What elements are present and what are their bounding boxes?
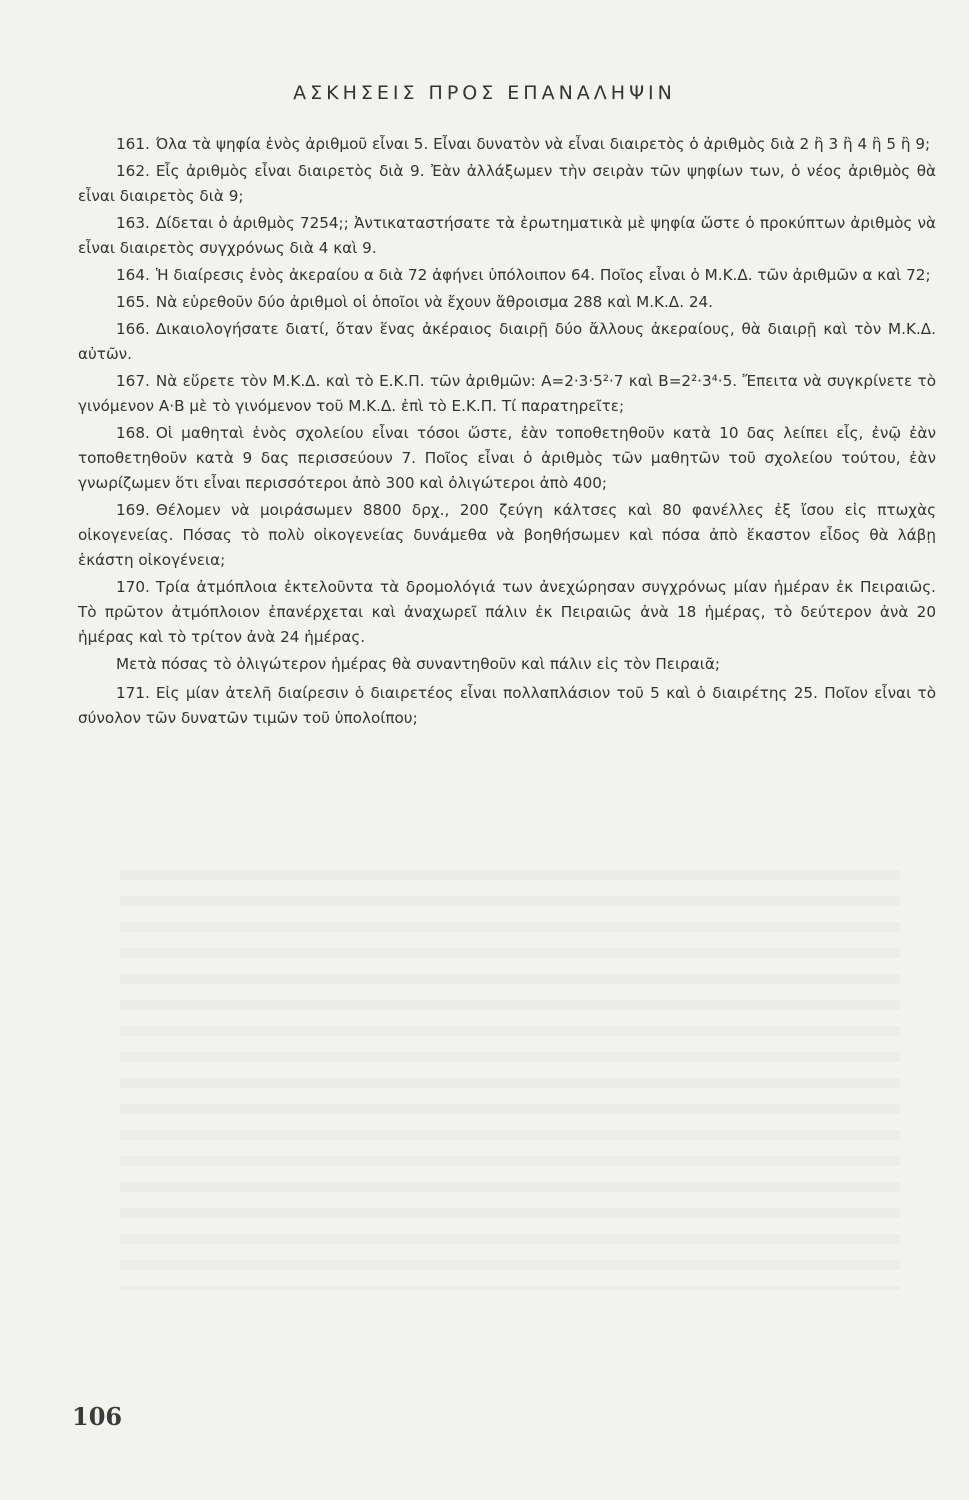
exercise-text: Όλα τὰ ψηφία ἑνὸς ἀριθμοῦ εἶναι 5. Εἶναι δυνατὸν νὰ εἶναι διαιρετὸς ὁ ἀριθμὸς διὰ 2 ἢ 3 ἢ 4 ἢ 5 ἢ 9; (155, 135, 931, 153)
exercise-170-question: Μετὰ πόσας τὸ ὀλιγώτερον ἡμέρας θὰ συναντηθοῦν καὶ πάλιν εἰς τὸν Πειραιᾶ; (116, 655, 721, 673)
exercise-number: 169. (116, 501, 150, 519)
exercise-number: 166. (116, 320, 150, 338)
exercise-170 (78, 575, 936, 650)
exercise-number: 161. (116, 135, 150, 153)
page-number: 106 (72, 1402, 123, 1431)
exercise-164 (78, 263, 936, 288)
exercise-number: 162. (116, 162, 150, 180)
exercise-text: Θέλομεν νὰ μοιράσωμεν 8800 δρχ., 200 ζεύγη κάλτσες καὶ 80 φανέλλες ἐξ ἴσου εἰς πτωχὰς οἰκογενείας. Πόσας τὸ πολὺ οἰκογενείας δυνάμεθα νὰ βοηθήσωμεν καὶ πόσα ἀπὸ ἕκαστον εἶδος θὰ λάβῃ ἑκάστη οἰκογένεια; (78, 501, 936, 569)
exercise-167 (78, 369, 936, 419)
exercise-171 (78, 681, 936, 731)
exercise-169 (78, 498, 936, 573)
exercise-number: 163. (116, 214, 150, 232)
exercise-166 (78, 317, 936, 367)
exercise-168 (78, 421, 936, 496)
exercise-text: Νὰ εὕρετε τὸν Μ.Κ.Δ. καὶ τὸ Ε.Κ.Π. τῶν ἀριθμῶν: Α=2·3·5²·7 καὶ Β=2²·3⁴·5. Ἔπειτα νὰ συγκρίνετε τὸ γινόμενον Α·Β μὲ τὸ γινόμενον τοῦ Μ.Κ.Δ. ἐπὶ τὸ Ε.Κ.Π. Τί παρατηρεῖτε; (78, 372, 936, 415)
exercise-list (78, 132, 936, 733)
exercise-text: Νὰ εὑρεθοῦν δύο ἀριθμοὶ οἱ ὁποῖοι νὰ ἔχουν ἄθροισμα 288 καὶ Μ.Κ.Δ. 24. (155, 293, 714, 311)
exercise-text: Δικαιολογήσατε διατί, ὅταν ἕνας ἀκέραιος διαιρῇ δύο ἄλλους ἀκεραίους, θὰ διαιρῇ καὶ τὸν Μ.Κ.Δ. αὐτῶν. (78, 320, 936, 363)
exercise-161 (78, 132, 936, 157)
exercise-number: 165. (116, 293, 150, 311)
exercise-text: Δίδεται ὁ ἀριθμὸς 7254;; Ἀντικαταστήσατε τὰ ἐρωτηματικὰ μὲ ψηφία ὥστε ὁ προκύπτων ἀριθμὸς νὰ εἶναι διαιρετὸς συγχρόνως διὰ 4 καὶ 9. (78, 214, 936, 257)
bleed-through-texture (120, 870, 900, 1290)
exercise-text: Εἷς ἀριθμὸς εἶναι διαιρετὸς διὰ 9. Ἐὰν ἀλλάξωμεν τὴν σειρὰν τῶν ψηφίων των, ὁ νέος ἀριθμὸς θὰ εἶναι διαιρετὸς διὰ 9; (78, 162, 936, 205)
exercise-163 (78, 211, 936, 261)
exercise-text: Εἰς μίαν ἀτελῆ διαίρεσιν ὁ διαιρετέος εἶναι πολλαπλάσιον τοῦ 5 καὶ ὁ διαιρέτης 25. Ποῖον εἶναι τὸ σύνολον τῶν δυνατῶν τιμῶν τοῦ ὑπολοίπου; (78, 684, 936, 727)
exercise-number: 164. (116, 266, 150, 284)
exercise-number: 171. (116, 684, 150, 702)
exercise-number: 167. (116, 372, 150, 390)
exercise-text: Οἱ μαθηταὶ ἑνὸς σχολείου εἶναι τόσοι ὥστε, ἐὰν τοποθετηθοῦν κατὰ 10 δας λείπει εἷς, ἐνῷ ἐὰν τοποθετηθοῦν κατὰ 9 δας περισσεύουν 7. Ποῖος εἶναι ὁ ἀριθμὸς τῶν μαθητῶν τοῦ σχολείου τούτου, ἐὰν γνωρίζωμεν ὅτι εἶναι περισσότεροι ἀπὸ 300 καὶ ὀλιγώτεροι ἀπὸ 400; (78, 424, 936, 492)
exercise-number: 170. (116, 578, 150, 596)
exercise-162 (78, 159, 936, 209)
exercise-text: Ἡ διαίρεσις ἑνὸς ἀκεραίου α διὰ 72 ἀφήνει ὑπόλοιπον 64. Ποῖος εἶναι ὁ Μ.Κ.Δ. τῶν ἀριθμῶν α καὶ 72; (155, 266, 931, 284)
exercise-165 (78, 290, 936, 315)
exercise-number: 168. (116, 424, 150, 442)
page-title: ΑΣΚΗΣΕΙΣ ΠΡΟΣ ΕΠΑΝΑΛΗΨΙΝ (293, 82, 676, 104)
exercise-text: Τρία ἀτμόπλοια ἐκτελοῦντα τὰ δρομολόγιά των ἀνεχώρησαν συγχρόνως μίαν ἡμέραν ἐκ Πειραιῶς. Τὸ πρῶτον ἀτμόπλοιον ἐπανέρχεται καὶ ἀναχωρεῖ πάλιν ἐκ Πειραιῶς ἀνὰ 18 ἡμέρας, τὸ δεύτερον ἀνὰ 20 ἡμέρας καὶ τὸ τρίτον ἀνὰ 24 ἡμέρας. (78, 578, 936, 646)
